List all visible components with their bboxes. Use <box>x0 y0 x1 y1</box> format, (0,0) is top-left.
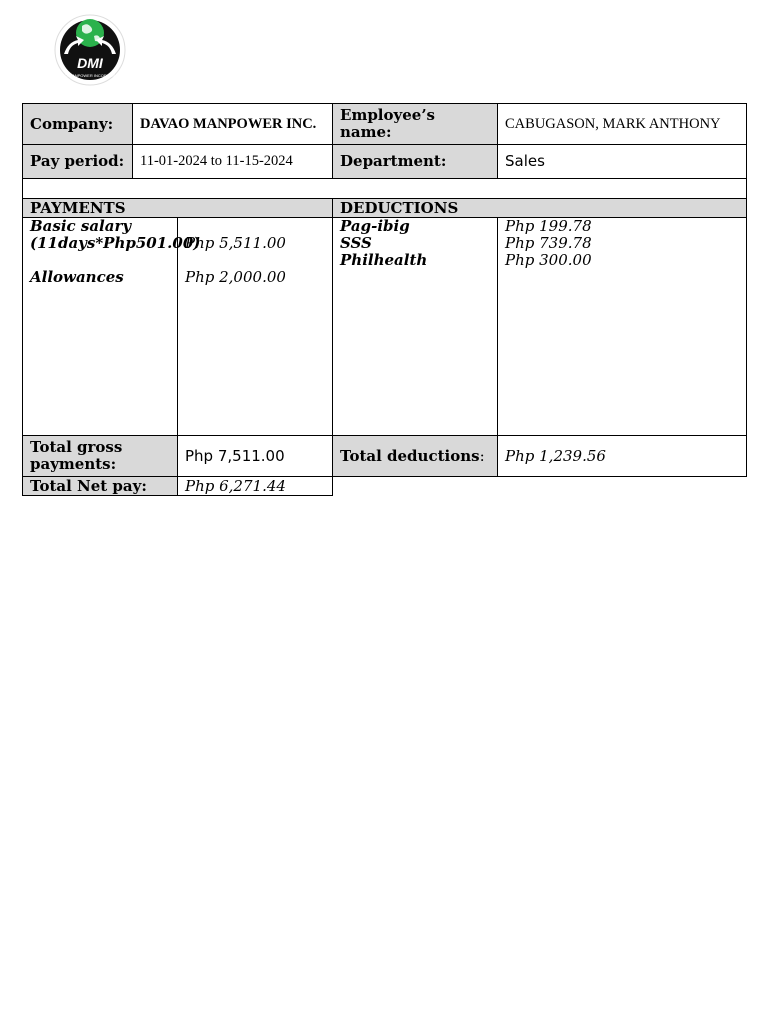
spacer-cell <box>23 179 747 199</box>
items-row <box>23 218 747 436</box>
total-gross-label: Total gross payments: <box>23 436 178 477</box>
pay-period-label: Pay period: <box>23 145 133 179</box>
department-label: Department: <box>333 145 498 179</box>
net-pay-row <box>23 477 747 496</box>
company-value: DAVAO MANPOWER INC. <box>133 104 333 145</box>
payment-amount-basic-salary: Php 5,511.00 <box>185 234 286 252</box>
total-deductions-label-text: Total deductions <box>340 446 480 465</box>
deduction-item-sss: SSS <box>340 234 372 252</box>
company-logo <box>52 14 128 86</box>
payments-heading: PAYMENTS <box>23 199 333 218</box>
deductions-heading: DEDUCTIONS <box>333 199 747 218</box>
net-pay-empty <box>333 477 747 496</box>
spacer-row <box>23 179 747 199</box>
company-label: Company: <box>23 104 133 145</box>
deduction-amounts <box>498 218 747 436</box>
payment-labels <box>23 217 201 436</box>
employee-name-value: CABUGASON, MARK ANTHONY <box>498 104 747 145</box>
payment-amounts <box>178 218 333 436</box>
dmi-logo-icon <box>52 14 128 86</box>
payslip-table <box>22 103 747 496</box>
pay-period-row <box>23 145 747 179</box>
deduction-labels <box>333 218 498 436</box>
net-pay-label: Total Net pay: <box>23 477 178 496</box>
logo-initials: DMI <box>77 55 103 71</box>
total-deductions-label <box>333 436 498 477</box>
department-value: Sales <box>498 145 747 179</box>
section-headers-row <box>23 199 747 218</box>
deduction-amount-sss: Php 739.78 <box>505 234 592 252</box>
total-gross-value: Php 7,511.00 <box>178 436 333 477</box>
logo-ring-text: DAVAO MANPOWER INCORPORATED <box>54 73 126 78</box>
employee-name-label: Employee’s name: <box>333 104 498 145</box>
payment-item-basic-salary: Basic salary (11days*Php501.00) <box>30 217 201 252</box>
payment-item-allowances: Allowances <box>30 268 124 286</box>
pay-period-value: 11-01-2024 to 11-15-2024 <box>133 145 333 179</box>
totals-row <box>23 436 747 477</box>
total-deductions-label-colon: : <box>479 446 485 465</box>
deduction-item-philhealth: Philhealth <box>340 251 428 269</box>
payment-amount-allowances: Php 2,000.00 <box>185 268 286 286</box>
total-deductions-value: Php 1,239.56 <box>498 436 747 477</box>
deduction-item-pag-ibig: Pag-ibig <box>340 217 410 235</box>
deduction-amount-pag-ibig: Php 199.78 <box>505 217 592 235</box>
deduction-amount-philhealth: Php 300.00 <box>505 251 592 269</box>
company-row <box>23 104 747 145</box>
net-pay-value: Php 6,271.44 <box>178 477 333 496</box>
